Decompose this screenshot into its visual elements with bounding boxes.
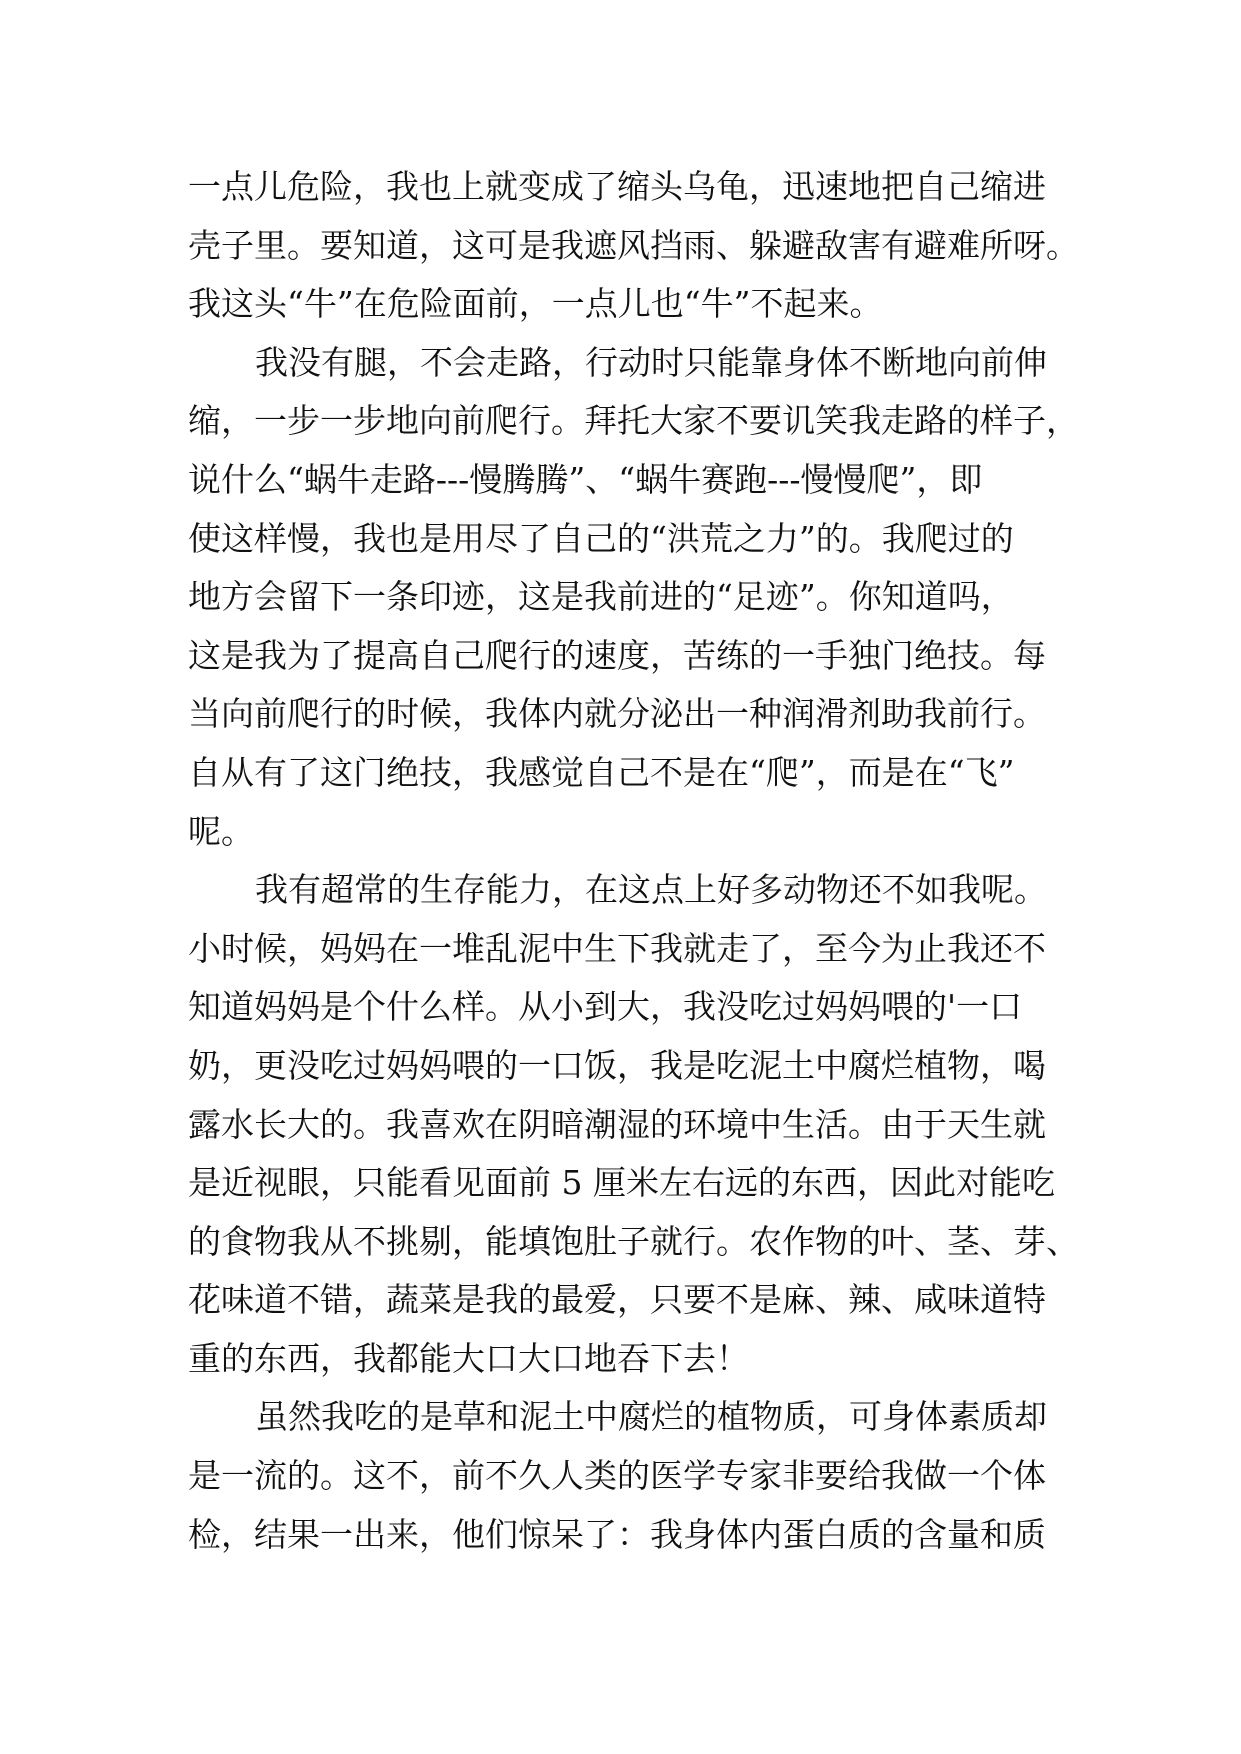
text-line: 我这头“牛”在危险面前，一点儿也“牛”不起来。: [188, 284, 883, 324]
text-line: 当向前爬行的时候，我体内就分泌出一种润滑剂助我前行。: [188, 694, 1046, 734]
text-line: 检，结果一出来，他们惊呆了：我身体内蛋白质的含量和质: [188, 1514, 1046, 1554]
text-line: 奶，更没吃过妈妈喂的一口饭，我是吃泥土中腐烂植物，喝: [188, 1045, 1046, 1085]
text-line: 一点儿危险，我也上就变成了缩头乌龟，迅速地把自己缩进: [188, 167, 1046, 206]
text-line: 露水长大的。我喜欢在阴暗潮湿的环境中生活。由于天生就: [188, 1104, 1046, 1144]
paragraph-first-line: 我有超常的生存能力，在这点上好多动物还不如我呢。: [255, 870, 1047, 910]
text-line: 花味道不错，蔬菜是我的最爱，只要不是麻、辣、咸味道特: [188, 1280, 1046, 1320]
paragraph-first-line: 虽然我吃的是草和泥土中腐烂的植物质，可身体素质却: [255, 1397, 1047, 1437]
text-line: 是近视眼，只能看见面前 5 厘米左右远的东西，因此对能吃: [188, 1163, 1055, 1203]
text-line: 说什么“蜗牛走路---慢腾腾”、“蜗牛赛跑---慢慢爬”，即: [188, 459, 983, 499]
text-line: 的食物我从不挑剔，能填饱肚子就行。农作物的叶、茎、芽、: [188, 1221, 1079, 1261]
text-line: 这是我为了提高自己爬行的速度，苦练的一手独门绝技。每: [188, 635, 1046, 675]
text-line: 重的东西，我都能大口大口地吞下去！: [188, 1338, 749, 1378]
text-line: 自从有了这门绝技，我感觉自己不是在“爬”，而是在“飞”: [188, 752, 1015, 792]
paragraph-first-line: 我没有腿，不会走路，行动时只能靠身体不断地向前伸: [255, 342, 1047, 382]
text-line: 缩，一步一步地向前爬行。拜托大家不要讥笑我走路的样子，: [188, 401, 1079, 441]
text-line: 知道妈妈是个什么样。从小到大，我没吃过妈妈喂的'一口: [188, 987, 1023, 1027]
text-line: 地方会留下一条印迹，这是我前进的“足迹”。你知道吗，: [188, 577, 1014, 617]
text-line: 呢。: [188, 811, 254, 851]
text-line: 壳子里。要知道，这可是我遮风挡雨、躲避敌害有避难所呀。: [188, 225, 1079, 265]
text-line: 使这样慢，我也是用尽了自己的“洪荒之力”的。我爬过的: [188, 518, 1014, 558]
text-line: 小时候，妈妈在一堆乱泥中生下我就走了，至今为止我还不: [188, 928, 1046, 968]
body-text: [188, 158, 1079, 1564]
text-line: 是一流的。这不，前不久人类的医学专家非要给我做一个体: [188, 1456, 1046, 1496]
